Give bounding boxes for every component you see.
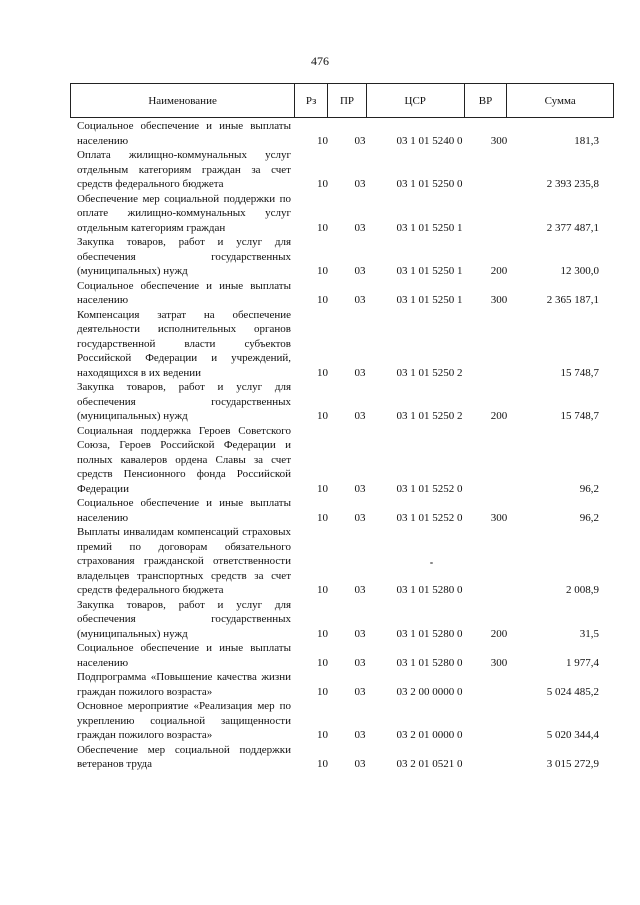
row-name: Компенсация затрат на обеспечение деятельности исполнительных органов государственной власти субъектов Российской Федерации и учреждений, находящихся в их ведении: [77, 308, 291, 379]
row-pr: 03: [354, 178, 366, 190]
row-sum: 2 377 487,1: [546, 221, 599, 234]
row-pr: 03: [354, 729, 366, 741]
row-vr: 200: [490, 265, 508, 277]
row-rz: 10: [317, 265, 328, 277]
row-name: Социальное обеспечение и иные выплаты населению: [77, 120, 291, 147]
row-pr: 03: [354, 656, 366, 669]
row-rz: 10: [317, 685, 328, 698]
row-csr: 03 1 01 5252 0: [396, 482, 463, 495]
row-sum: 181,3: [574, 134, 599, 147]
row-rz: 10: [317, 482, 328, 495]
row-sum: 15 748,7: [560, 410, 599, 422]
row-name: Закупка товаров, работ и услуг для обеспечения государственных (муниципальных) нужд: [77, 598, 291, 640]
table-row: [77, 641, 599, 670]
row-csr: 03 1 01 5250 2: [396, 410, 463, 422]
row-rz: 10: [317, 511, 328, 524]
row-sum: 5 020 344,4: [546, 729, 599, 741]
row-csr: 03 1 01 5250 1: [396, 221, 463, 234]
table-row: [77, 598, 599, 642]
row-name: Обеспечение мер социальной поддержки ветеранов труда: [77, 743, 291, 770]
row-vr: 300: [490, 511, 508, 524]
row-csr: 03 2 00 0000 0: [396, 685, 463, 698]
header-sum: Сумма: [544, 94, 576, 107]
row-sum: 31,5: [579, 627, 599, 640]
header-name: Наименование: [71, 84, 295, 117]
row-name: Основное мероприятие «Реализация мер по укреплению социальной защищенности граждан пожилого возраста»: [77, 700, 291, 741]
row-vr: 300: [490, 134, 508, 147]
row-csr: 03 2 01 0000 0: [396, 729, 463, 741]
table-row: [77, 380, 599, 424]
row-pr: 03: [354, 758, 366, 770]
header-pr: ПР: [328, 84, 367, 117]
row-name: Закупка товаров, работ и услуг для обеспечения государственных (муниципальных) нужд: [77, 236, 291, 277]
row-sum: 2 393 235,8: [546, 178, 599, 190]
row-csr: 03 1 01 5240 0: [396, 134, 463, 147]
row-sum: 2 008,9: [566, 584, 599, 596]
row-csr: 03 1 01 5280 0: [396, 584, 463, 596]
table-row: [77, 743, 599, 772]
row-csr: 03 1 01 5250 1: [396, 265, 463, 277]
row-name: Обеспечение мер социальной поддержки по оплате жилищно-коммунальных услуг отдельным категориям граждан: [77, 192, 291, 234]
row-name: Выплаты инвалидам компенсаций страховых премий по договорам обязательного страхования гражданской ответственности владельцев транспортных средств за счет средств федерального бюджета: [77, 526, 291, 596]
row-csr: 03 2 01 0521 0: [396, 758, 463, 770]
row-vr: 300: [490, 294, 508, 306]
row-rz: 10: [317, 178, 328, 190]
table-row: [77, 192, 599, 236]
row-sum: 5 024 485,2: [546, 685, 599, 698]
table-row: [77, 308, 599, 381]
row-pr: 03: [354, 584, 366, 596]
table-row: [77, 235, 599, 279]
header-rz: Рз: [295, 84, 328, 117]
row-pr: 03: [354, 482, 366, 495]
row-rz: 10: [317, 221, 328, 234]
table-row: [77, 279, 599, 308]
row-rz: 10: [317, 366, 328, 379]
row-pr: 03: [354, 134, 366, 147]
row-rz: 10: [317, 410, 328, 422]
row-sum: 15 748,7: [560, 366, 599, 379]
row-csr: 03 1 01 5280 0: [396, 627, 463, 640]
row-name: Подпрограмма «Повышение качества жизни граждан пожилого возраста»: [77, 671, 291, 698]
row-sum: 1 977,4: [566, 656, 599, 669]
row-vr: 300: [490, 656, 508, 669]
row-name: Социальное обеспечение и иные выплаты населению: [77, 279, 291, 306]
scan-speck: [430, 562, 433, 564]
row-rz: 10: [317, 627, 328, 640]
row-pr: 03: [354, 265, 366, 277]
row-pr: 03: [354, 366, 366, 379]
row-sum: 96,2: [579, 511, 599, 524]
row-rz: 10: [317, 134, 328, 147]
row-sum: 3 015 272,9: [546, 758, 599, 770]
row-name: Социальная поддержка Героев Советского Союза, Героев Российской Федерации и полных кавалеров ордена Славы за счет средств Пенсионного фонда Российской Федерации: [77, 424, 291, 495]
table-row: [77, 496, 599, 525]
row-csr: 03 1 01 5250 2: [396, 366, 463, 379]
row-sum: 12 300,0: [560, 265, 599, 277]
row-sum: 2 365 187,1: [546, 294, 599, 306]
header-vr: ВР: [465, 84, 508, 117]
row-pr: 03: [354, 627, 366, 640]
row-rz: 10: [317, 656, 328, 669]
table-row: [77, 424, 599, 497]
row-rz: 10: [317, 758, 328, 770]
row-csr: 03 1 01 5252 0: [396, 511, 463, 524]
row-pr: 03: [354, 410, 366, 422]
page-number: 476: [311, 54, 329, 68]
row-vr: 200: [490, 627, 508, 640]
row-csr: 03 1 01 5280 0: [396, 656, 463, 669]
table-row: [77, 148, 599, 192]
row-name: Оплата жилищно-коммунальных услуг отдельным категориям граждан за счет средств федерального бюджета: [77, 149, 291, 190]
row-rz: 10: [317, 729, 328, 741]
row-name: Социальное обеспечение и иные выплаты населению: [77, 642, 291, 669]
row-pr: 03: [354, 294, 366, 306]
table-row: [77, 119, 599, 148]
row-sum: 96,2: [579, 482, 599, 495]
row-rz: 10: [317, 584, 328, 596]
row-pr: 03: [354, 685, 366, 698]
row-name: Закупка товаров, работ и услуг для обеспечения государственных (муниципальных) нужд: [77, 381, 291, 422]
row-csr: 03 1 01 5250 0: [396, 178, 463, 190]
row-rz: 10: [317, 294, 328, 306]
table-body: [77, 119, 599, 772]
table-header: [70, 83, 614, 118]
table-row: [77, 670, 599, 699]
row-vr: 200: [490, 410, 508, 422]
row-name: Социальное обеспечение и иные выплаты населению: [77, 497, 291, 524]
row-csr: 03 1 01 5250 1: [396, 294, 463, 306]
table-row: [77, 525, 599, 598]
table-row: [77, 699, 599, 743]
row-pr: 03: [354, 221, 366, 234]
row-pr: 03: [354, 511, 366, 524]
header-csr: ЦСР: [367, 84, 465, 117]
